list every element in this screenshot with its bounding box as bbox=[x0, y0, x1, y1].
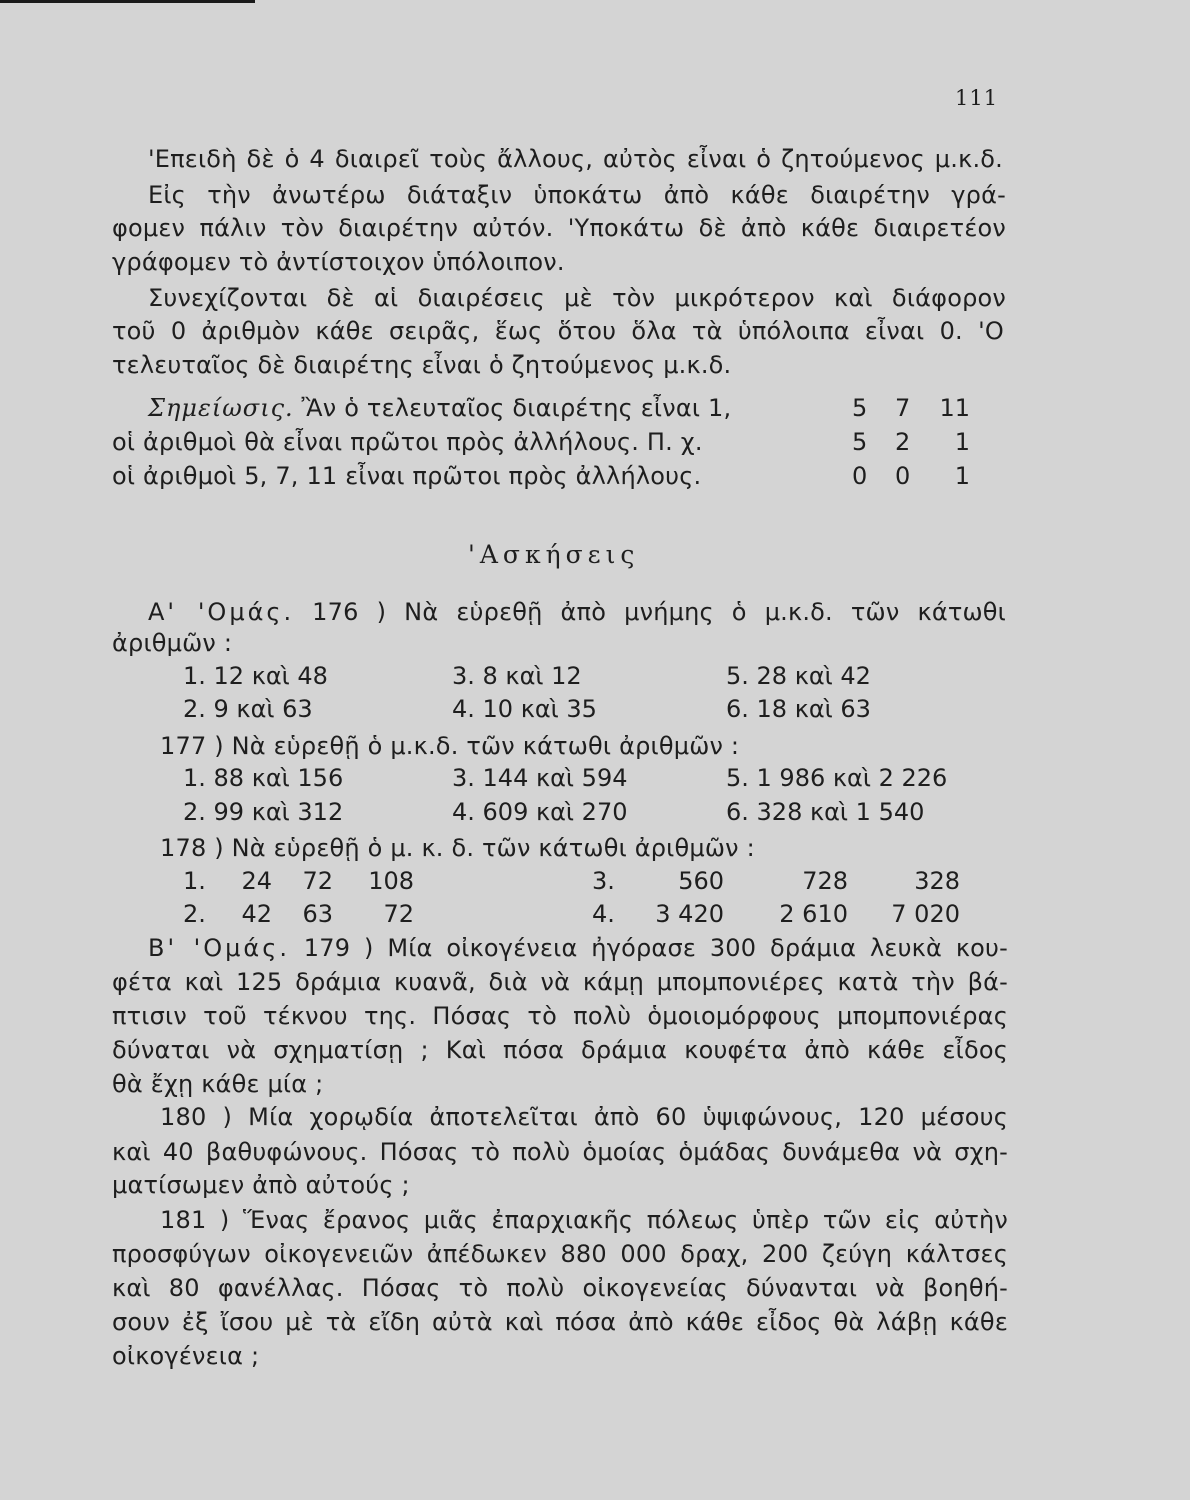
ex178-num: 72 bbox=[383, 900, 414, 928]
ex176-item: 5. 28 καὶ 42 bbox=[726, 662, 871, 690]
ex176-item: 1. 12 καὶ 48 bbox=[183, 662, 328, 690]
group-a-label: Α' 'Ομάς. bbox=[148, 598, 295, 626]
page-number: 111 bbox=[955, 86, 999, 110]
ex178-num: 3 420 bbox=[655, 900, 724, 928]
ex177-item: 2. 99 καὶ 312 bbox=[183, 798, 344, 826]
note-line-3: οἱ ἀριθμοὶ 5, 7, 11 εἶναι πρῶτοι πρὸς ἀλλήλους. bbox=[112, 462, 702, 490]
ex176-line-1 bbox=[148, 597, 1006, 627]
intro-line-3: φομεν πάλιν τὸν διαιρέτην αὐτόν. 'Υποκάτω δὲ ἀπὸ κάθε διαιρετέον bbox=[112, 214, 1006, 242]
ex177-line-1: 177 ) Νὰ εὑρεθῇ ὁ μ.κ.δ. τῶν κάτωθι ἀριθμῶν : bbox=[160, 732, 740, 760]
ex178-num: 328 bbox=[914, 867, 960, 895]
group-b-label: Β' 'Ομάς. bbox=[148, 934, 290, 962]
note-table-cell: 1 bbox=[954, 462, 970, 490]
intro-line-4: γράφομεν τὸ ἀντίστοιχον ὑπόλοιπον. bbox=[112, 248, 565, 276]
note-table-cell: 11 bbox=[939, 394, 970, 422]
note-table-cell: 0 bbox=[852, 462, 868, 490]
ex177-item: 6. 328 καὶ 1 540 bbox=[726, 798, 925, 826]
note-table-cell: 1 bbox=[954, 428, 970, 456]
ex179-line-4: δύναται νὰ σχηματίσῃ ; Καὶ πόσα δράμια κουφέτα ἀπὸ κάθε εἶδος bbox=[112, 1036, 1008, 1064]
ex180-line-2: καὶ 40 βαθυφώνους. Πόσας τὸ πολὺ ὁμοίας ὁμάδας δυνάμεθα νὰ σχη- bbox=[112, 1138, 1008, 1166]
ex176-line-2: ἀριθμῶν : bbox=[112, 629, 233, 657]
note-table-cell: 0 bbox=[895, 462, 911, 490]
ex178-num: 560 bbox=[678, 867, 724, 895]
ex177-item: 4. 609 καὶ 270 bbox=[452, 798, 628, 826]
ex177-item: 3. 144 καὶ 594 bbox=[452, 764, 628, 792]
note-table-cell: 2 bbox=[895, 428, 911, 456]
ex180-line-1: 180 ) Μία χορῳδία ἀποτελεῖται ἀπὸ 60 ὑψιφώνους, 120 μέσους bbox=[160, 1103, 1008, 1131]
ex180-line-3: ματίσωμεν ἀπὸ αὐτούς ; bbox=[112, 1171, 410, 1199]
ex179-line-2: φέτα καὶ 125 δράμια κυανᾶ, διὰ νὰ κάμῃ μπομπονιέρες κατὰ τὴν βά- bbox=[112, 968, 1008, 996]
note-line-2: οἱ ἀριθμοὶ θὰ εἶναι πρῶτοι πρὸς ἀλλήλους. Π. χ. bbox=[112, 428, 703, 456]
ex178-num: 42 bbox=[241, 900, 272, 928]
note-text-1: Ἂν ὁ τελευταῖος διαιρέτης εἶναι 1, bbox=[301, 394, 732, 422]
ex179-text: 179 ) Μία οἰκογένεια ἠγόρασε 300 δράμια λευκὰ κου- bbox=[303, 934, 1008, 962]
note-label: Σημείωσις. bbox=[148, 394, 294, 422]
ex181-line-4: σουν ἐξ ἴσου μὲ τὰ εἴδη αὐτὰ καὶ πόσα ἀπὸ κάθε εἶδος θὰ λάβῃ κάθε bbox=[112, 1308, 1008, 1336]
ex176-text: 176 ) Νὰ εὑρεθῇ ἀπὸ μνήμης ὁ μ.κ.δ. τῶν κάτωθι bbox=[312, 598, 1006, 626]
ex178-num: 108 bbox=[368, 867, 414, 895]
ex176-item: 2. 9 καὶ 63 bbox=[183, 695, 313, 723]
ex178-num: 7 020 bbox=[891, 900, 960, 928]
ex178-label: 1. bbox=[183, 867, 206, 895]
ex176-item: 3. 8 καὶ 12 bbox=[452, 662, 582, 690]
ex181-line-3: καὶ 80 φανέλλας. Πόσας τὸ πολὺ οἰκογενείας δύνανται νὰ βοηθή- bbox=[112, 1274, 1008, 1302]
note-table-cell: 5 bbox=[852, 428, 868, 456]
note-line-1 bbox=[148, 393, 731, 423]
ex176-item: 4. 10 καὶ 35 bbox=[452, 695, 597, 723]
ex181-line-1: 181 ) Ἕνας ἔρανος μιᾶς ἐπαρχιακῆς πόλεως ὑπὲρ τῶν εἰς αὐτὴν bbox=[160, 1206, 1008, 1234]
ex178-label: 4. bbox=[592, 900, 615, 928]
intro-line-5: Συνεχίζονται δὲ αἱ διαιρέσεις μὲ τὸν μικρότερον καὶ διάφορον bbox=[148, 284, 1006, 312]
ex179-line-3: πτισιν τοῦ τέκνου της. Πόσας τὸ πολὺ ὁμοιομόρφους μπομπονιέρας bbox=[112, 1002, 1008, 1030]
ex177-item: 1. 88 καὶ 156 bbox=[183, 764, 344, 792]
section-heading: 'Ασκήσεις bbox=[468, 540, 640, 569]
ex178-num: 63 bbox=[302, 900, 333, 928]
ex181-line-2: προσφύγων οἰκογενειῶν ἀπέδωκεν 880 000 δραχ, 200 ζεύγη κάλτσες bbox=[112, 1240, 1008, 1268]
note-table-cell: 5 bbox=[852, 394, 868, 422]
ex178-num: 2 610 bbox=[779, 900, 848, 928]
ex178-num: 72 bbox=[302, 867, 333, 895]
ex178-label: 3. bbox=[592, 867, 615, 895]
ex176-item: 6. 18 καὶ 63 bbox=[726, 695, 871, 723]
ex178-num: 24 bbox=[241, 867, 272, 895]
ex178-line-1: 178 ) Νὰ εὑρεθῇ ὁ μ. κ. δ. τῶν κάτωθι ἀριθμῶν : bbox=[160, 834, 755, 862]
ex178-num: 728 bbox=[802, 867, 848, 895]
ex178-label: 2. bbox=[183, 900, 206, 928]
intro-line-7: τελευταῖος δὲ διαιρέτης εἶναι ὁ ζητούμενος μ.κ.δ. bbox=[112, 351, 732, 379]
intro-line-2: Εἰς τὴν ἀνωτέρω διάταξιν ὑποκάτω ἀπὸ κάθε διαιρέτην γρά- bbox=[148, 181, 1006, 209]
note-table-cell: 7 bbox=[895, 394, 911, 422]
ex177-item: 5. 1 986 καὶ 2 226 bbox=[726, 764, 948, 792]
intro-line-6: τοῦ 0 ἀριθμὸν κάθε σειρᾶς, ἕως ὅτου ὅλα τὰ ὑπόλοιπα εἶναι 0. 'Ο bbox=[112, 317, 1004, 345]
ex179-line-1 bbox=[148, 933, 1008, 963]
ex179-line-5: θὰ ἔχῃ κάθε μία ; bbox=[112, 1070, 324, 1098]
intro-line-1: 'Επειδὴ δὲ ὁ 4 διαιρεῖ τοὺς ἄλλους, αὐτὸς εἶναι ὁ ζητούμενος μ.κ.δ. bbox=[148, 145, 1003, 173]
ex181-line-5: οἰκογένεια ; bbox=[112, 1342, 260, 1370]
